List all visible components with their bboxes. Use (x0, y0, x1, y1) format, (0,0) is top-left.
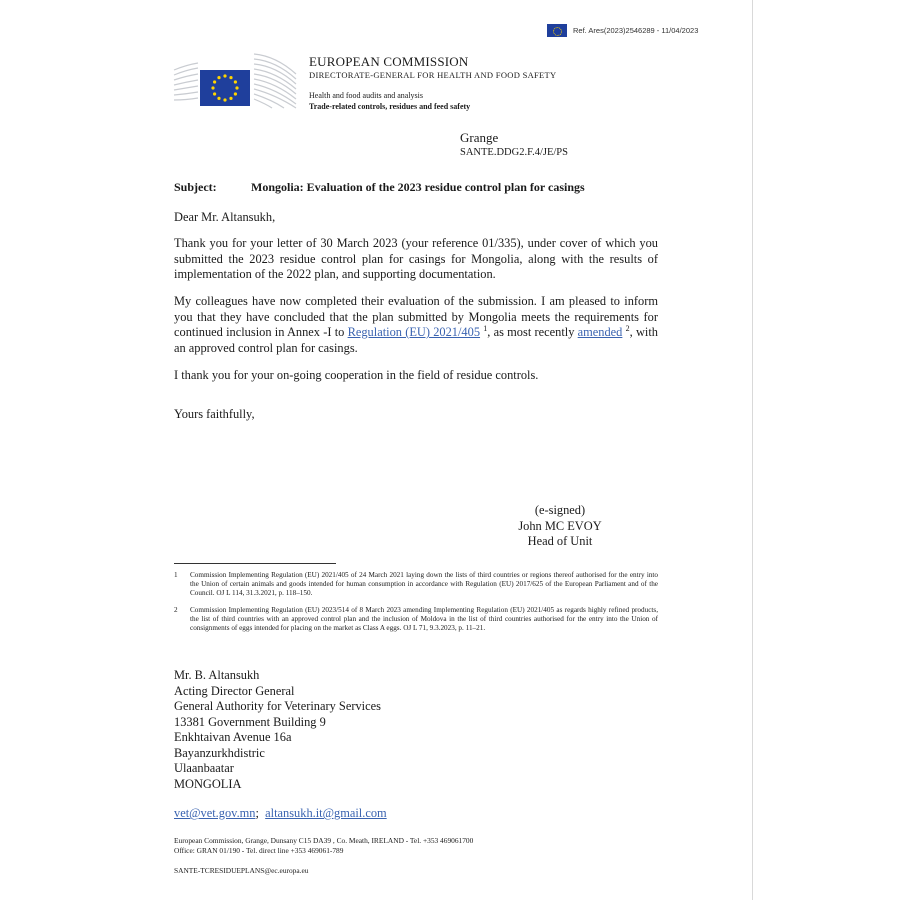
signature-line-1: (e-signed) (534, 503, 586, 517)
salutation: Dear Mr. Altansukh, (174, 210, 276, 224)
regulation-link[interactable]: Regulation (EU) 2021/405 (347, 325, 481, 339)
place-and-reference (460, 130, 568, 160)
footer-mailbox: SANTE-TCRESIDUEPLANS@ec.europa.eu (174, 866, 309, 875)
paragraph-2-part-1: My colleagues have now completed their evaluation of the submission. I am pleased to inform you that they have concluded that the plan submitted by Mongolia meets the requirements for continued inclusion in Annex -I to (174, 294, 658, 339)
email-link-2[interactable]: altansukh.it@gmail.com (265, 806, 387, 820)
directorate-name: DIRECTORATE-GENERAL FOR HEALTH AND FOOD SAFETY (309, 70, 557, 80)
page-edge (752, 0, 753, 900)
page-footer (174, 836, 473, 856)
paragraph-2-part-3: , with an approved control plan for casings. (174, 325, 659, 355)
email-link-1[interactable]: vet@vet.gov.mn (174, 806, 256, 820)
european-commission-logo (172, 48, 298, 110)
paragraph-2 (174, 294, 658, 356)
address-line: General Authority for Veterinary Services (174, 699, 381, 713)
footnote-ref-1[interactable]: 1 (483, 323, 488, 333)
signature-name: John MC EVOY (518, 518, 602, 533)
signature-block (512, 503, 608, 550)
eu-flag-icon (547, 24, 567, 37)
paragraph-2-part-2: , as most recently (487, 325, 578, 339)
footnote-2-number: 2 (174, 606, 178, 614)
footnote-1-number: 1 (174, 571, 178, 579)
subject-text: Mongolia: Evaluation of the 2023 residue control plan for casings (251, 180, 585, 194)
footnote-2 (174, 606, 658, 634)
footnote-ref-2[interactable]: 2 (625, 323, 630, 333)
address-line: Mr. B. Altansukh (174, 668, 260, 682)
address-line: 13381 Government Building 9 (174, 714, 326, 729)
letterhead (309, 54, 556, 112)
recipient-emails (174, 806, 387, 821)
unit-line-2: Trade-related controls, residues and feed safety (309, 102, 471, 111)
footnote-2-text: Commission Implementing Regulation (EU) 2023/514 of 8 March 2023 amending Implementing Regulation (EU) 2021/405 as regards highly refined products, the list of third countries with an approved control plan and the inclusion of Moldova in the list of third countries authorised for the entry into the Union of consignments of eggs intended for placing on the market as Class A eggs. OJ L 71, 9.3.2023, p. 11–21. (190, 606, 658, 633)
recipient-address (174, 668, 381, 792)
footer-address: European Commission, Grange, Dunsany C15 DA39 , Co. Meath, IRELAND - Tel. +353 469061700 (174, 836, 474, 845)
address-line: Enkhtaivan Avenue 16a (174, 730, 292, 744)
address-line: Bayanzurkhdistric (174, 745, 265, 760)
signature-title: Head of Unit (527, 534, 593, 548)
address-line: Acting Director General (174, 683, 295, 698)
address-line: MONGOLIA (174, 776, 242, 791)
footnote-1-text: Commission Implementing Regulation (EU) 2021/405 of 24 March 2021 laying down the lists of third countries or regions thereof authorised for the entry into the Union of certain animals and goods intended for human consumption in accordance with Regulation (EU) 2017/625 of the European Parliament and of the Council. OJ L 114, 31.3.2021, p. 118–150. (190, 571, 658, 598)
footer-office: Office: GRAN 01/190 - Tel. direct line +353 469061-789 (174, 846, 344, 855)
address-line: Ulaanbaatar (174, 761, 234, 775)
amended-link[interactable]: amended (577, 325, 623, 339)
place: Grange (460, 130, 499, 145)
subject-line (174, 180, 585, 195)
paragraph-3: I thank you for your on-going cooperation in the field of residue controls. (174, 368, 539, 382)
email-separator: ; (255, 806, 259, 820)
unit-line-1: Health and food audits and analysis (309, 91, 423, 100)
file-reference: SANTE.DDG2.F.4/JE/PS (460, 147, 568, 158)
reference-stamp-text: Ref. Ares(2023)2546289 - 11/04/2023 (573, 26, 699, 35)
reference-stamp (547, 24, 698, 37)
paragraph-1: Thank you for your letter of 30 March 2023 (your reference 01/335), under cover of which you submitted the 2023 residue control plan for casings for Mongolia, along with the results of implementation of the 2022 plan, and supporting documentation. (174, 236, 658, 281)
subject-label: Subject: (174, 180, 217, 194)
closing: Yours faithfully, (174, 407, 255, 421)
organisation-name: EUROPEAN COMMISSION (309, 54, 469, 69)
footnote-1 (174, 571, 658, 599)
footnote-divider (174, 563, 336, 564)
